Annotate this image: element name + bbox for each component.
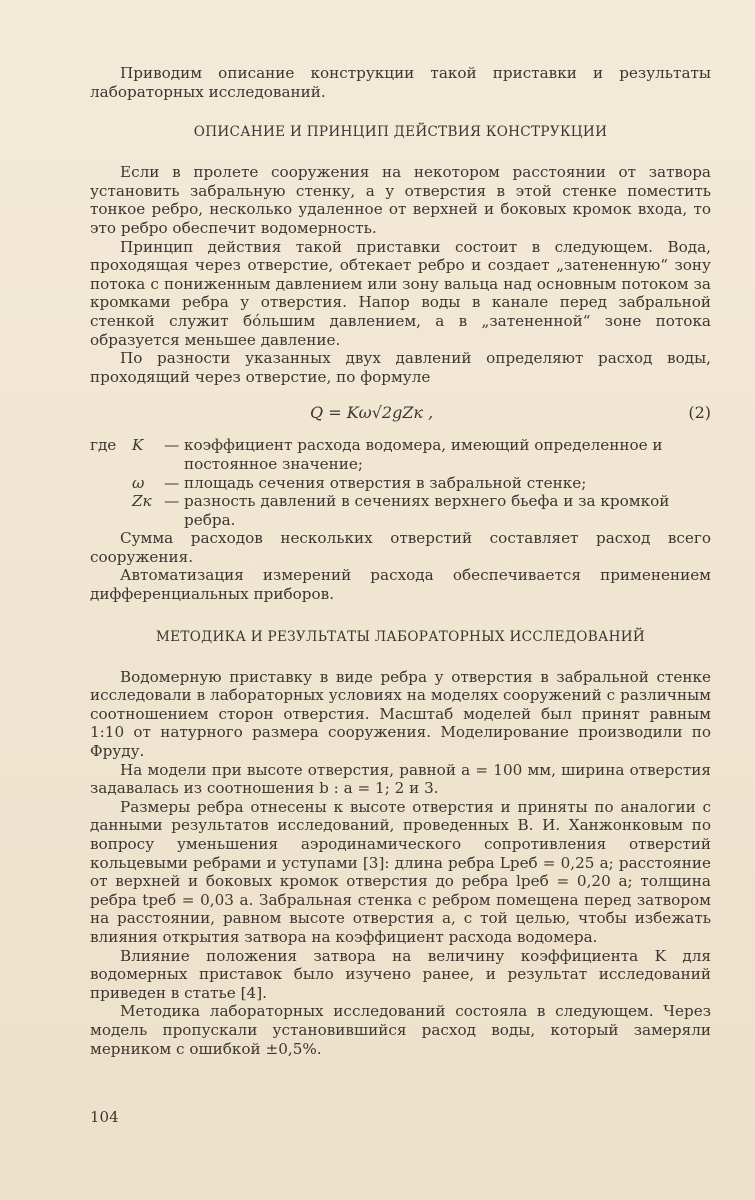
paragraph: Автоматизация измерений расхода обеспечивается применением дифференциальных приборов. [90, 566, 711, 604]
definition-text: — разность давлений в сечениях верхнего бьефа и за кромкой [164, 492, 670, 511]
definition-text: — площадь сечения отверстия в забральной стенке; [164, 473, 587, 492]
formula-row [90, 392, 711, 432]
definition-item [90, 474, 711, 493]
definition-lead [90, 474, 132, 493]
definition-lead [90, 492, 132, 511]
paragraph: Влияние положения затвора на величину коэффициента K для водомерных приставок было изучено ранее, и результат исследований приведен в статье [4]. [90, 946, 711, 1002]
paragraph: Водомерную приставку в виде ребра у отверстия в забральной стенке исследовали в лабораторных условиях на моделях сооружений с различным соотношением сторон отверстия. Масштаб моделей был принят равным 1:10 от натурного размера сооружения. Моделирование производили по Фруду. [90, 667, 711, 761]
definition-item [90, 436, 711, 455]
intro-paragraph: Приводим описание конструкции такой приставки и результаты лабораторных исследований. [90, 64, 711, 101]
paragraph: Сумма расходов нескольких отверстий составляет расход всего сооружения. [90, 529, 711, 566]
variable-definitions [90, 436, 711, 529]
paragraph: Размеры ребра отнесены к высоте отверстия и приняты по аналогии с данными результатов исследований, проведенных В. И. Ханжонковым по вопросу уменьшения аэродинамического сопротивления отверстий кольцевыми ребрами и уступами [3]: длина ребра Lреб = 0,25 a; расстояние от верхней и боковых кромок отверстия до ребра lреб = 0,20 a; толщина ребра tреб = 0,03 a. Забральная стенка с ребром помещена перед затвором на расстоянии, равном высоте отверстия a, с той целью, чтобы избежать влияния открытия затвора на коэффициент расхода водомера. [90, 797, 711, 946]
definition-symbol: Zк [132, 492, 152, 511]
paragraph: На модели при высоте отверстия, равной a = 100 мм, ширина отверстия задавалась из соотношения b : a = 1; 2 и 3. [90, 760, 711, 798]
paragraph: Методика лабораторных исследований состояла в следующем. Через модель пропускали установившийся расход воды, который замеряли мерником с ошибкой ±0,5%. [90, 1002, 711, 1058]
section-heading-methods: МЕТОДИКА И РЕЗУЛЬТАТЫ ЛАБОРАТОРНЫХ ИССЛЕДОВАНИЙ [155, 628, 646, 645]
definition-symbol: K [132, 436, 144, 455]
paragraph: Если в пролете сооружения на некотором расстоянии от затвора установить забральную стенку, а у отверстия в этой стенке поместить тонкое ребро, несколько удаленное от верхней и боковых кромок входа, то это ребро обеспечит водомерность. [90, 163, 711, 237]
definition-symbol: ω [132, 473, 145, 492]
page-number: 104 [90, 1108, 119, 1126]
paragraph: По разности указанных двух давлений определяют расход воды, проходящий через отверстие, по формуле [90, 349, 711, 386]
definition-lead: где [90, 436, 117, 455]
formula-number: (2) [688, 402, 711, 422]
section-heading-description: ОПИСАНИЕ И ПРИНЦИП ДЕЙСТВИЯ КОНСТРУКЦИИ [193, 124, 608, 141]
flow-formula: Q = Kω√2gZк , [310, 402, 434, 422]
paragraph: Принцип действия такой приставки состоит в следующем. Вода, проходящая через отверстие, обтекает ребро и создает „затененную“ зону потока с пониженным давлением или зону вальца над основным потоком за кромками ребра у отверстия. Напор воды в канале перед забральной стенкой служит бо́льшим давлением, а в „затененной“ зоне потока образуется меньшее давление. [90, 237, 711, 349]
definition-text: — коэффициент расхода водомера, имеющий определенное и [164, 436, 663, 455]
definition-continuation: ребра. [184, 510, 236, 529]
definition-continuation: постоянное значение; [184, 454, 363, 473]
definition-item [90, 492, 711, 511]
